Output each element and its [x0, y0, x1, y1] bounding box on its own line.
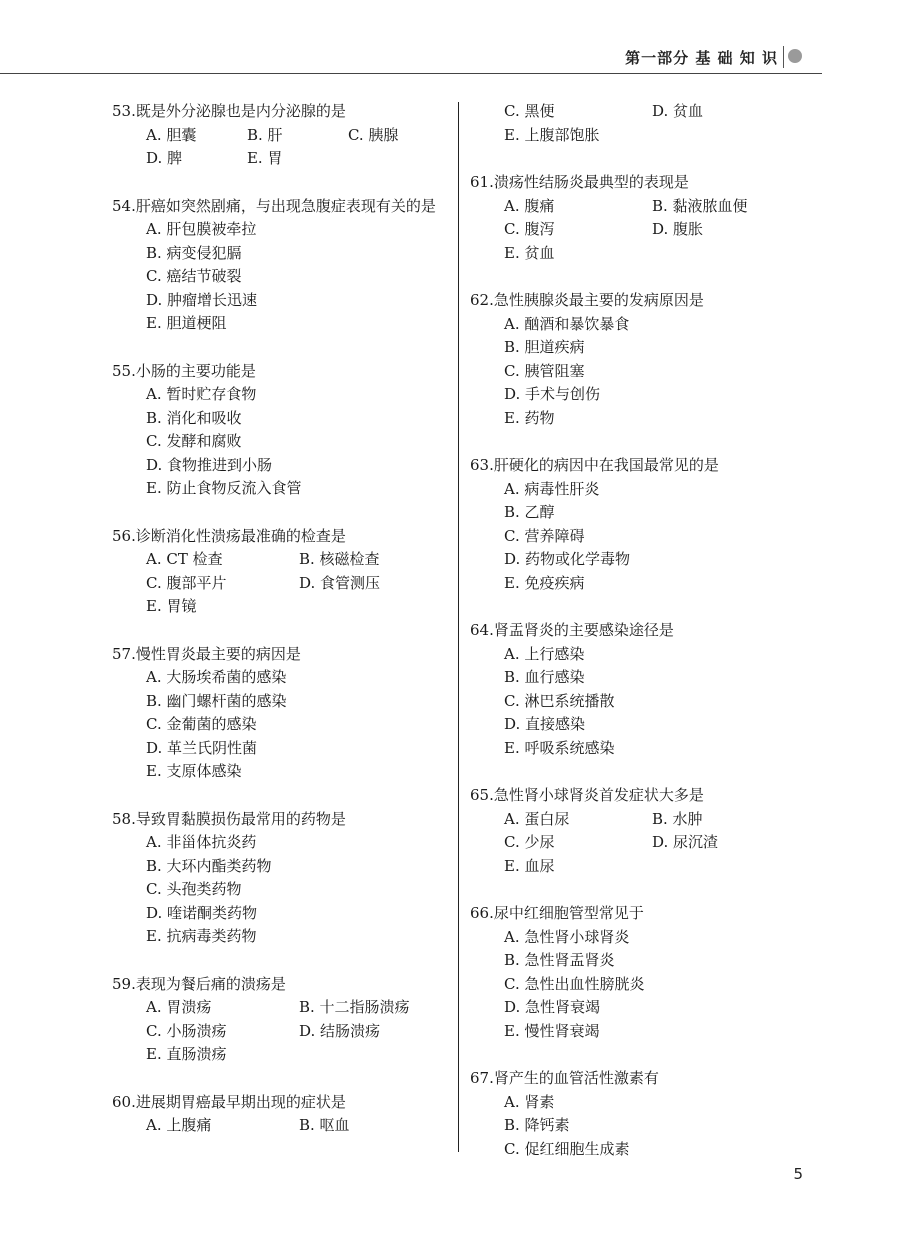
question-number: 66. [470, 904, 494, 922]
answer-option: A. CT 检查 [146, 550, 223, 568]
answer-option: A. 胃溃疡 [146, 998, 212, 1016]
question-number: 60. [112, 1092, 136, 1111]
answer-option: D. 肿瘤增长迅速 [146, 290, 258, 309]
answer-option: D. 急性肾衰竭 [504, 998, 601, 1016]
answer-option: C. 少尿 [504, 833, 555, 851]
answer-option: C. 腹部平片 [146, 573, 227, 592]
answer-option: C. 发酵和腐败 [146, 432, 242, 450]
answer-option: E. 防止食物反流入食管 [146, 479, 302, 497]
options-list [470, 478, 800, 596]
question-text: 慢性胃炎最主要的病因是 [135, 644, 301, 663]
answer-option: B. 黏液脓血便 [652, 196, 748, 215]
answer-option: E. 药物 [504, 408, 555, 427]
answer-option: B. 幽门螺杆菌的感染 [146, 691, 287, 710]
answer-option: E. 上腹部饱胀 [504, 125, 600, 144]
answer-option: D. 食物推进到小肠 [146, 455, 273, 474]
options-list [470, 195, 800, 266]
question-stem [112, 100, 452, 124]
question-text: 溃疡性结肠炎最典型的表现是 [493, 173, 689, 191]
answer-option: A. 胆囊 [146, 125, 197, 144]
question-text: 表现为餐后痛的溃疡是 [135, 974, 286, 993]
question-item [112, 525, 452, 619]
answer-option: C. 癌结节破裂 [146, 267, 242, 285]
question-text: 既是外分泌腺也是内分泌腺的是 [135, 102, 346, 120]
answer-option: C. 小肠溃疡 [146, 1021, 227, 1040]
answer-option: B. 降钙素 [504, 1116, 570, 1134]
section-title: 第一部分 基 础 知 识 [625, 49, 778, 67]
answer-option: D. 贫血 [652, 102, 704, 120]
question-item [470, 454, 800, 595]
answer-option: B. 大环内酯类药物 [146, 856, 272, 875]
question-item [470, 100, 800, 147]
answer-option: D. 药物或化学毒物 [504, 550, 631, 568]
question-stem [112, 1091, 452, 1115]
answer-option: B. 呕血 [299, 1116, 350, 1134]
question-text: 诊断消化性溃疡最准确的检查是 [135, 526, 346, 545]
question-number: 62. [470, 291, 494, 309]
options-list [112, 548, 452, 619]
question-text: 急性肾小球肾炎首发症状大多是 [493, 786, 704, 804]
options-list [470, 1091, 800, 1162]
question-item [112, 360, 452, 501]
question-text: 肾产生的血管活性激素有 [493, 1069, 659, 1087]
answer-option: D. 手术与创伤 [504, 385, 601, 403]
question-item [470, 171, 800, 265]
answer-option: B. 消化和吸收 [146, 408, 242, 427]
question-item [470, 1067, 800, 1161]
answer-option: D. 革兰氏阴性菌 [146, 738, 258, 757]
question-stem [470, 289, 800, 313]
question-number: 67. [470, 1069, 494, 1087]
answer-option: A. 病毒性肝炎 [504, 479, 600, 498]
answer-option: A. 酗酒和暴饮暴食 [504, 314, 630, 333]
question-text: 肝硬化的病因中在我国最常见的是 [493, 456, 719, 474]
answer-option: B. 肝 [246, 125, 283, 144]
answer-option: E. 抗病毒类药物 [146, 927, 257, 945]
question-text: 肝癌如突然剧痛，与出现急腹症表现有关的是 [135, 196, 436, 215]
answer-option: E. 免疫疾病 [504, 573, 585, 592]
answer-option: E. 直肠溃疡 [146, 1045, 227, 1063]
answer-option: E. 血尿 [504, 856, 555, 875]
section-marker-icon [788, 49, 802, 63]
answer-option: E. 呼吸系统感染 [504, 738, 615, 757]
answer-option: A. 上腹痛 [146, 1116, 212, 1134]
header-separator [783, 46, 784, 68]
question-text: 小肠的主要功能是 [135, 361, 256, 380]
answer-option: C. 腹泻 [504, 220, 555, 238]
options-list [112, 1114, 452, 1138]
answer-option: C. 促红细胞生成素 [504, 1139, 630, 1158]
question-item [112, 100, 452, 171]
question-item [112, 808, 452, 949]
question-stem [112, 643, 452, 667]
question-text: 进展期胃癌最早期出现的症状是 [135, 1092, 346, 1111]
options-list [470, 808, 800, 879]
answer-option: E. 支原体感染 [146, 762, 242, 780]
question-number: 53. [112, 102, 136, 120]
column-divider [458, 102, 459, 1152]
question-stem [470, 784, 800, 808]
answer-option: B. 急性肾盂肾炎 [504, 951, 615, 969]
answer-option: E. 慢性肾衰竭 [504, 1021, 600, 1040]
question-stem [470, 1067, 800, 1091]
answer-option: C. 急性出血性膀胱炎 [504, 974, 645, 993]
question-number: 58. [112, 809, 136, 828]
answer-option: D. 直接感染 [504, 715, 586, 733]
answer-option: A. 大肠埃希菌的感染 [146, 668, 287, 686]
answer-option: A. 上行感染 [504, 644, 585, 663]
answer-option: C. 黑便 [504, 102, 555, 120]
answer-option: A. 暂时贮存食物 [146, 385, 257, 403]
question-number: 59. [112, 974, 136, 993]
answer-option: C. 营养障碍 [504, 526, 585, 545]
answer-option: C. 胰管阻塞 [504, 361, 585, 380]
question-item [112, 643, 452, 784]
options-list [470, 313, 800, 431]
options-list [112, 124, 452, 171]
question-item [470, 619, 800, 760]
answer-option: D. 喹诺酮类药物 [146, 903, 258, 922]
answer-option: D. 食管测压 [299, 573, 381, 592]
page-header [0, 0, 900, 74]
answer-option: B. 乙醇 [504, 503, 555, 521]
question-text: 肾盂肾炎的主要感染途径是 [493, 621, 674, 639]
answer-option: D. 结肠溃疡 [299, 1021, 381, 1040]
question-item [470, 289, 800, 430]
question-stem [112, 195, 452, 219]
right-column [470, 100, 800, 1185]
question-stem [112, 360, 452, 384]
question-stem [112, 808, 452, 832]
question-number: 57. [112, 644, 136, 663]
answer-option: A. 蛋白尿 [504, 809, 570, 828]
answer-option: B. 核磁检查 [299, 550, 380, 568]
options-list [112, 383, 452, 501]
answer-option: A. 肾素 [504, 1092, 555, 1111]
question-text: 尿中红细胞管型常见于 [493, 904, 644, 922]
answer-option: A. 肝包膜被牵拉 [146, 220, 257, 238]
answer-option: C. 淋巴系统播散 [504, 691, 615, 710]
question-item [112, 1091, 452, 1138]
left-column [112, 100, 452, 1162]
options-list [112, 666, 452, 784]
options-list [470, 643, 800, 761]
answer-option: C. 胰腺 [347, 125, 399, 144]
answer-option: B. 水肿 [652, 809, 703, 828]
question-text: 急性胰腺炎最主要的发病原因是 [493, 291, 704, 309]
answer-option: D. 脾 [146, 149, 183, 167]
question-stem [112, 973, 452, 997]
question-number: 55. [112, 361, 136, 380]
question-stem [470, 171, 800, 195]
answer-option: E. 胃镜 [146, 597, 197, 615]
answer-option: E. 贫血 [504, 243, 555, 262]
answer-option: E. 胃 [246, 149, 283, 167]
options-list [112, 996, 452, 1067]
question-number: 65. [470, 786, 494, 804]
question-number: 56. [112, 526, 136, 545]
answer-option: A. 急性肾小球肾炎 [504, 927, 630, 946]
answer-option: A. 非甾体抗炎药 [146, 833, 257, 851]
question-stem [112, 525, 452, 549]
options-list [470, 926, 800, 1044]
options-list [470, 100, 800, 147]
header-rule [0, 73, 822, 74]
question-text: 导致胃黏膜损伤最常用的药物是 [135, 809, 346, 828]
answer-option: E. 胆道梗阻 [146, 314, 227, 332]
question-number: 54. [112, 196, 136, 215]
question-stem [470, 902, 800, 926]
page-number: 5 [793, 1165, 803, 1183]
answer-option: C. 头孢类药物 [146, 880, 242, 898]
question-item [112, 195, 452, 336]
answer-option: B. 病变侵犯膈 [146, 243, 242, 262]
question-item [470, 784, 800, 878]
question-item [470, 902, 800, 1043]
question-number: 64. [470, 621, 494, 639]
question-number: 63. [470, 456, 494, 474]
question-number: 61. [470, 173, 494, 191]
question-stem [470, 454, 800, 478]
answer-option: D. 尿沉渣 [652, 833, 719, 851]
answer-option: B. 十二指肠溃疡 [299, 998, 410, 1016]
options-list [112, 218, 452, 336]
answer-option: B. 血行感染 [504, 668, 585, 686]
answer-option: B. 胆道疾病 [504, 338, 585, 356]
question-stem [470, 619, 800, 643]
answer-option: A. 腹痛 [504, 196, 555, 215]
answer-option: C. 金葡菌的感染 [146, 715, 257, 733]
question-item [112, 973, 452, 1067]
answer-option: D. 腹胀 [652, 220, 704, 238]
options-list [112, 831, 452, 949]
